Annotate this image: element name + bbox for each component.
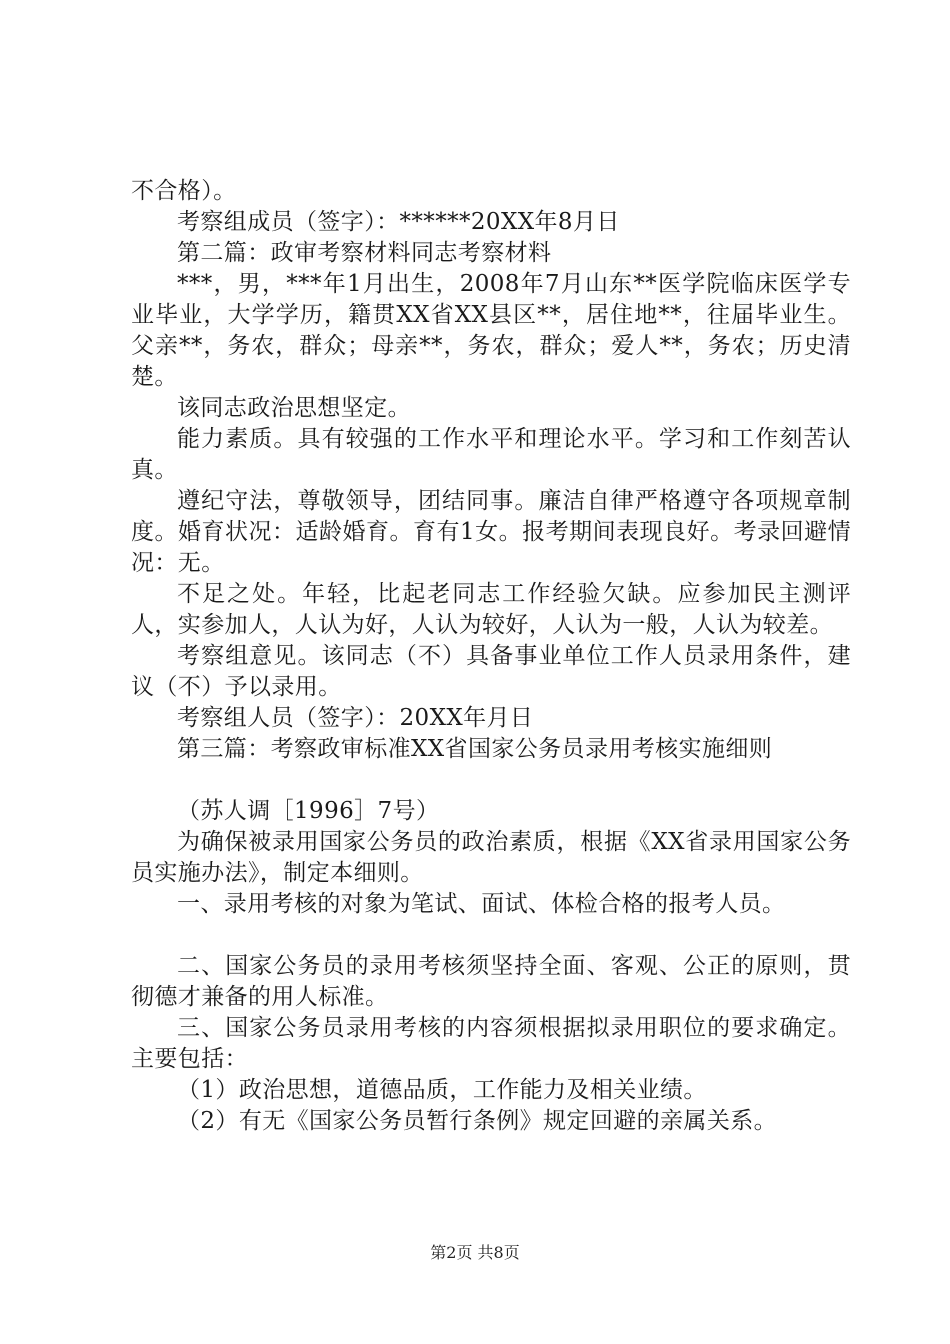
paragraph: ***，男，***年1月出生，2008年7月山东**医学院临床医学专业毕业，大学学历，籍贯XX省XX县区**，居住地**，往届毕业生。父亲**，务农，群众；母亲**，务农，群众；爱人**，务农；历史清楚。 bbox=[131, 271, 851, 390]
paragraph: 考察组成员（签字）：******20XX年8月日 bbox=[177, 209, 620, 235]
section-heading: 第三篇：考察政审标准XX省国家公务员录用考核实施细则 bbox=[177, 736, 773, 762]
paragraph: 该同志政治思想坚定。 bbox=[177, 395, 411, 421]
paragraph: 三、国家公务员录用考核的内容须根据拟录用职位的要求确定。主要包括： bbox=[131, 1015, 851, 1072]
document-body bbox=[131, 176, 851, 1137]
list-item: （1）政治思想，道德品质，工作能力及相关业绩。 bbox=[177, 1077, 707, 1103]
paragraph: 不足之处。年轻，比起老同志工作经验欠缺。应参加民主测评人，实参加人，人认为好，人认为较好，人认为一般，人认为较差。 bbox=[131, 581, 851, 638]
paragraph: 二、国家公务员的录用考核须坚持全面、客观、公正的原则，贯彻德才兼备的用人标准。 bbox=[131, 953, 851, 1010]
paragraph: 能力素质。具有较强的工作水平和理论水平。学习和工作刻苦认真。 bbox=[131, 426, 851, 483]
page-number-footer: 第2页 共8页 bbox=[430, 1243, 520, 1262]
paragraph: 遵纪守法，尊敬领导，团结同事。廉洁自律严格遵守各项规章制度。婚育状况：适龄婚育。育有1女。报考期间表现良好。考录回避情况：无。 bbox=[131, 488, 851, 576]
paragraph: 考察组人员（签字）：20XX年月日 bbox=[177, 705, 534, 731]
section-heading: 第二篇：政审考察材料同志考察材料 bbox=[177, 240, 552, 266]
document-reference: （苏人调［1996］7号） bbox=[177, 798, 440, 824]
paragraph: 不合格）。 bbox=[131, 178, 237, 204]
paragraph: 为确保被录用国家公务员的政治素质，根据《XX省录用国家公务员实施办法》，制定本细则。 bbox=[131, 829, 851, 886]
list-item: （2）有无《国家公务员暂行条例》规定回避的亲属关系。 bbox=[177, 1108, 778, 1134]
paragraph: 一、录用考核的对象为笔试、面试、体检合格的报考人员。 bbox=[177, 891, 786, 917]
paragraph: 考察组意见。该同志（不）具备事业单位工作人员录用条件，建议（不）予以录用。 bbox=[131, 643, 851, 700]
